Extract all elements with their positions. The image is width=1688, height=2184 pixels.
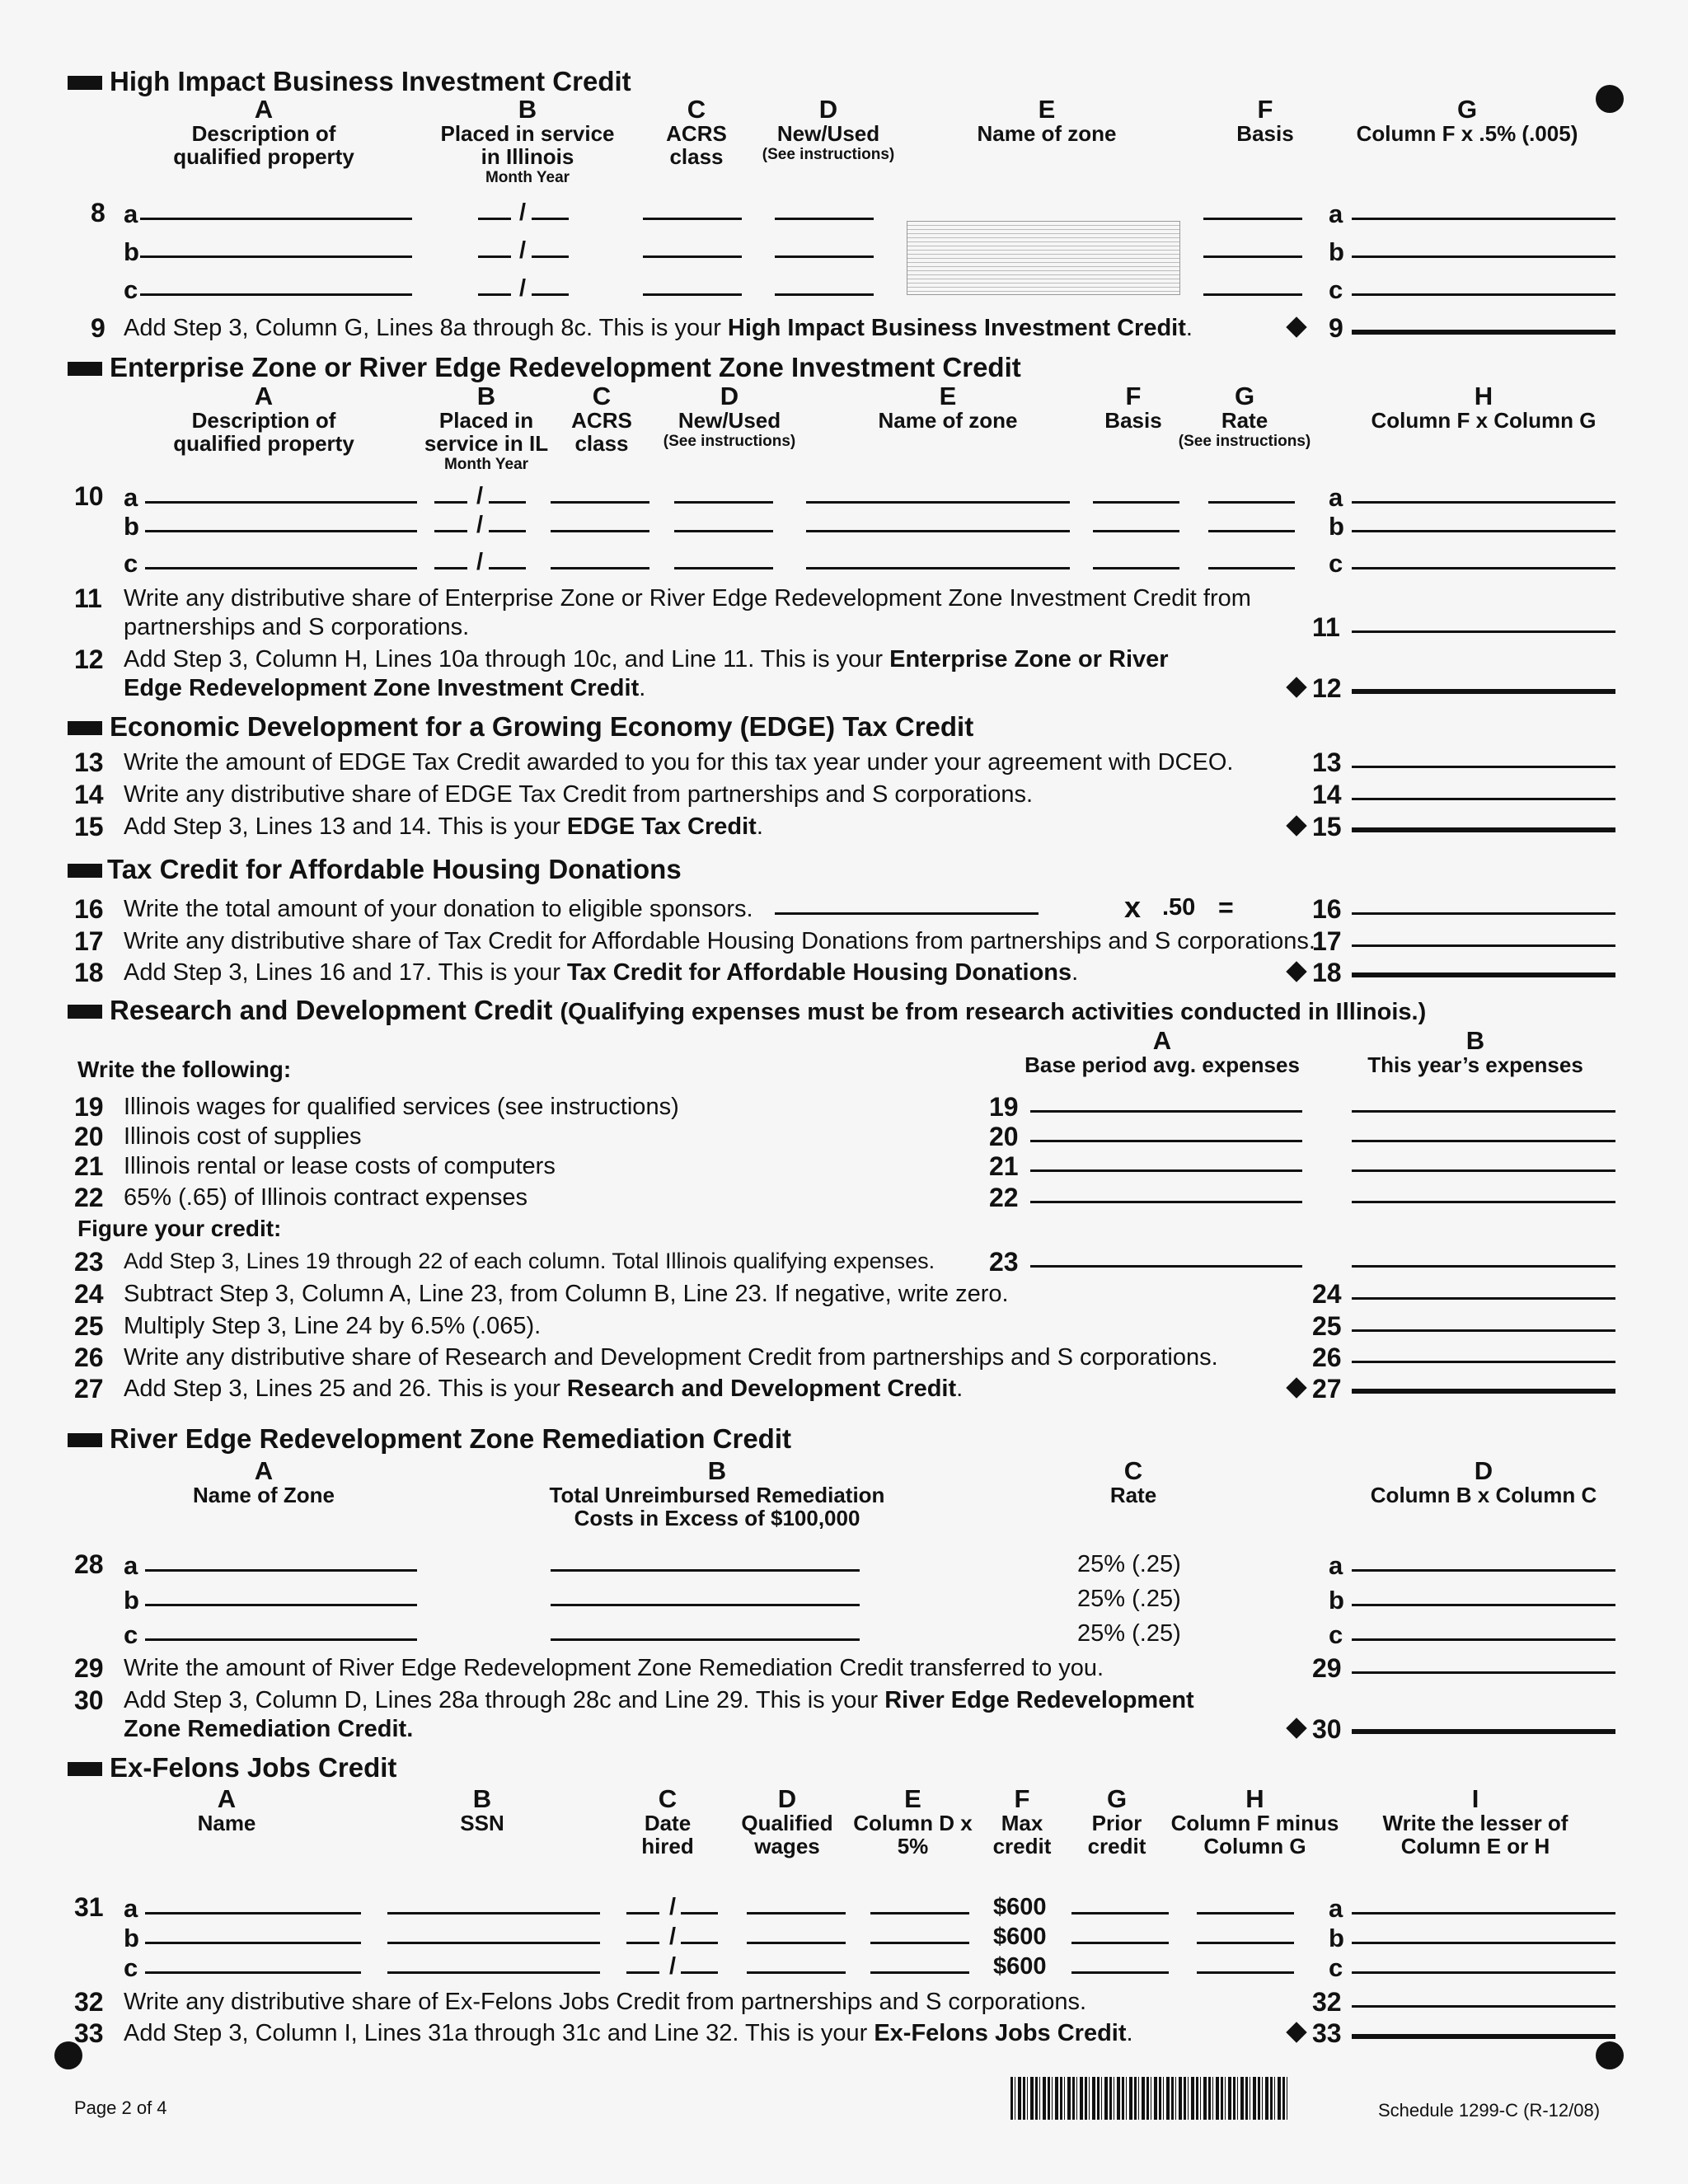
line-number: 23: [74, 1247, 104, 1277]
input-8b-amount[interactable]: [1352, 255, 1615, 258]
subheading-write: Write the following:: [77, 1057, 292, 1082]
input-31b-fminusg[interactable]: [1197, 1942, 1294, 1944]
input-31b-name[interactable]: [145, 1942, 361, 1944]
input-20b[interactable]: [1352, 1140, 1615, 1142]
input-10b-year[interactable]: [489, 530, 526, 532]
line-number: 14: [74, 780, 104, 809]
input-10a-newused[interactable]: [674, 501, 773, 504]
line-number: 20: [74, 1122, 104, 1151]
input-31c-ssn[interactable]: [387, 1971, 600, 1974]
input-10c-amount[interactable]: [1352, 567, 1615, 569]
line-13-text: Write the amount of EDGE Tax Credit awarded to you for this tax year under your agreement with DCEO.: [124, 749, 1234, 776]
registration-mark: [1596, 2041, 1624, 2069]
line-number: 22: [989, 1183, 1019, 1212]
diamond-icon: [1286, 1377, 1306, 1398]
input-31c-wages[interactable]: [747, 1971, 846, 1974]
input-8c-basis[interactable]: [1203, 293, 1302, 296]
line-number: 26: [1312, 1343, 1342, 1372]
input-line-15[interactable]: [1352, 827, 1615, 832]
row-letter: c: [1329, 549, 1343, 578]
input-line-24[interactable]: [1352, 1297, 1615, 1300]
line-number: 21: [74, 1151, 104, 1181]
input-8c-year[interactable]: [532, 293, 569, 296]
line-33-text: Add Step 3, Column I, Lines 31a through 31c and Line 32. This is your Ex-Felons Jobs Credit.: [124, 2020, 1133, 2046]
row-letter: c: [1329, 1953, 1343, 1982]
line-number: 19: [74, 1092, 104, 1122]
row-letter: a: [1329, 199, 1343, 228]
date-slash: /: [669, 1924, 677, 1950]
barcode: [1010, 2077, 1287, 2120]
input-31c-fminusg[interactable]: [1197, 1971, 1294, 1974]
input-31a-wages[interactable]: [747, 1912, 846, 1915]
line-number: 18: [1312, 958, 1342, 987]
input-8b-month[interactable]: [478, 255, 511, 258]
line-number: 8: [91, 198, 106, 227]
input-21b[interactable]: [1352, 1169, 1615, 1172]
col-header-e: E Name of zone: [878, 382, 1018, 433]
line-number: 21: [989, 1151, 1019, 1181]
input-31b-ssn[interactable]: [387, 1942, 600, 1944]
input-8b-year[interactable]: [532, 255, 569, 258]
input-21a[interactable]: [1030, 1169, 1302, 1172]
input-31a-year[interactable]: [681, 1912, 718, 1915]
input-line-33[interactable]: [1352, 2034, 1615, 2039]
line-number: 12: [74, 644, 104, 674]
page-number: Page 2 of 4: [74, 2097, 167, 2118]
line-number: 11: [74, 583, 102, 613]
input-31a-month[interactable]: [626, 1912, 659, 1915]
line-number: 17: [74, 926, 104, 956]
col-header-g: G Prior credit: [1087, 1784, 1146, 1858]
input-28b-amount[interactable]: [1352, 1604, 1615, 1606]
line-number: 20: [989, 1122, 1019, 1151]
input-31a-amount[interactable]: [1352, 1912, 1615, 1915]
input-28a-amount[interactable]: [1352, 1569, 1615, 1572]
input-line-13[interactable]: [1352, 766, 1615, 768]
input-8c-month[interactable]: [478, 293, 511, 296]
line-30-text: Add Step 3, Column D, Lines 28a through 28c and Line 29. This is your River Edge Redevelopment: [124, 1687, 1194, 1713]
line-number: 22: [74, 1183, 104, 1212]
line-29-text: Write the amount of River Edge Redevelopment Zone Remediation Credit transferred to you.: [124, 1655, 1104, 1681]
rate-28b: 25% (.25): [1077, 1586, 1181, 1612]
line-12-text: Add Step 3, Column H, Lines 10a through 10c, and Line 11. This is your Enterprise Zone or River: [124, 646, 1169, 673]
input-line-16-donation[interactable]: [775, 912, 1039, 915]
input-31c-year[interactable]: [681, 1971, 718, 1974]
input-10a-description[interactable]: [145, 501, 417, 504]
col-header-c: C Date hired: [641, 1784, 694, 1858]
line-11-text: Write any distributive share of Enterprise Zone or River Edge Redevelopment Zone Investment Credit from: [124, 585, 1251, 612]
line-18-text: Add Step 3, Lines 16 and 17. This is your Tax Credit for Affordable Housing Donations.: [124, 959, 1079, 986]
date-slash: /: [519, 199, 527, 226]
row-letter: c: [124, 549, 138, 578]
line-number: 27: [1312, 1374, 1342, 1404]
input-31c-prior[interactable]: [1071, 1971, 1169, 1974]
line-number: 17: [1312, 926, 1342, 956]
input-8a-month[interactable]: [478, 218, 511, 220]
row-letter: b: [124, 1586, 139, 1615]
line-number: 29: [1312, 1653, 1342, 1683]
col-header-b: B Placed in service in Illinois Month Year: [440, 95, 615, 186]
input-8c-description[interactable]: [140, 293, 412, 296]
col-header-h: H Column F x Column G: [1371, 382, 1597, 433]
input-28b-zone[interactable]: [145, 1604, 417, 1606]
input-10a-zone[interactable]: [806, 501, 1070, 504]
input-line-29[interactable]: [1352, 1671, 1615, 1674]
rate-value: .50: [1162, 894, 1196, 921]
row-letter: b: [124, 1924, 139, 1952]
input-31a-prior[interactable]: [1071, 1912, 1169, 1915]
input-8a-newused[interactable]: [775, 218, 874, 220]
diamond-icon: [1286, 677, 1306, 697]
date-slash: /: [519, 275, 527, 302]
row-letter: a: [124, 199, 138, 228]
col-header-d: D Column B x Column C: [1370, 1456, 1597, 1507]
input-31b-5pct[interactable]: [870, 1942, 969, 1944]
line-number: 9: [91, 313, 106, 343]
input-8a-acrs[interactable]: [643, 218, 742, 220]
line-25-text: Multiply Step 3, Line 24 by 6.5% (.065).: [124, 1313, 542, 1339]
col-header-d: D New/Used (See instructions): [663, 382, 796, 450]
line-number: 10: [74, 481, 104, 511]
row-letter: a: [1329, 483, 1343, 512]
input-10b-acrs[interactable]: [551, 530, 649, 532]
diamond-icon: [1286, 2022, 1306, 2042]
col-header-d: D Qualified wages: [741, 1784, 833, 1858]
date-slash: /: [476, 512, 484, 538]
input-10b-rate[interactable]: [1208, 530, 1295, 532]
section-title-housing: Tax Credit for Affordable Housing Donations: [107, 854, 682, 884]
input-31b-year[interactable]: [681, 1942, 718, 1944]
line-17-text: Write any distributive share of Tax Credit for Affordable Housing Donations from partnerships and S corporations.: [124, 928, 1315, 954]
shaded-zone-box: [907, 221, 1180, 295]
input-10c-description[interactable]: [145, 567, 417, 569]
diamond-icon: [1286, 815, 1306, 836]
line-number: 9: [1329, 313, 1343, 343]
date-slash: /: [669, 1894, 677, 1920]
input-10a-rate[interactable]: [1208, 501, 1295, 504]
line-number: 31: [74, 1892, 104, 1922]
line-14-text: Write any distributive share of EDGE Tax Credit from partnerships and S corporations.: [124, 781, 1034, 808]
input-31a-fminusg[interactable]: [1197, 1912, 1294, 1915]
input-28c-amount[interactable]: [1352, 1638, 1615, 1641]
line-number: 33: [74, 2018, 104, 2048]
row-letter: c: [124, 1620, 138, 1649]
input-8b-basis[interactable]: [1203, 255, 1302, 258]
line-number: 30: [74, 1685, 104, 1715]
input-line-11[interactable]: [1352, 630, 1615, 633]
subheading-figure: Figure your credit:: [77, 1216, 282, 1241]
col-header-d: D New/Used (See instructions): [762, 95, 895, 163]
input-10a-month[interactable]: [434, 501, 467, 504]
line-27-text: Add Step 3, Lines 25 and 26. This is your Research and Development Credit.: [124, 1376, 964, 1402]
section-marker: [68, 1433, 102, 1447]
diamond-icon: [1286, 961, 1306, 982]
input-10a-acrs[interactable]: [551, 501, 649, 504]
diamond-icon: [1286, 316, 1306, 337]
line-11-text-2: partnerships and S corporations.: [124, 614, 470, 640]
line-number: 30: [1312, 1714, 1342, 1744]
date-slash: /: [476, 549, 484, 575]
input-line-27[interactable]: [1352, 1389, 1615, 1394]
section-title-exfelons: Ex-Felons Jobs Credit: [110, 1752, 397, 1783]
input-10b-description[interactable]: [145, 530, 417, 532]
col-header-f: F Max credit: [992, 1784, 1052, 1858]
line-9-text: Add Step 3, Column G, Lines 8a through 8c. This is your High Impact Business Investment Credit.: [124, 315, 1193, 341]
section-title-edge: Economic Development for a Growing Economy (EDGE) Tax Credit: [110, 711, 974, 742]
line-number: 25: [74, 1311, 104, 1341]
line-12-text-2: Edge Redevelopment Zone Investment Credit.: [124, 675, 646, 701]
input-10b-basis[interactable]: [1093, 530, 1179, 532]
line-number: 15: [74, 812, 104, 841]
line-19-text: Illinois wages for qualified services (see instructions): [124, 1094, 679, 1120]
max-credit: $600: [993, 1894, 1047, 1920]
col-header-h: H Column F minus Column G: [1170, 1784, 1339, 1858]
line-number: 12: [1312, 673, 1342, 703]
section-title-enterprise: Enterprise Zone or River Edge Redevelopment Zone Investment Credit: [110, 352, 1021, 382]
input-line-14[interactable]: [1352, 798, 1615, 800]
line-number: 32: [74, 1987, 104, 2017]
rate-28a: 25% (.25): [1077, 1551, 1181, 1577]
line-number: 24: [1312, 1279, 1342, 1309]
max-credit: $600: [993, 1924, 1047, 1950]
input-31b-wages[interactable]: [747, 1942, 846, 1944]
col-header-e: E Column D x 5%: [853, 1784, 973, 1858]
line-number: 23: [989, 1247, 1019, 1277]
input-28a-zone[interactable]: [145, 1569, 417, 1572]
input-8b-acrs[interactable]: [643, 255, 742, 258]
input-23a[interactable]: [1030, 1265, 1302, 1268]
input-8b-description[interactable]: [140, 255, 412, 258]
col-header-b: B Placed in service in IL Month Year: [424, 382, 549, 473]
input-10c-rate[interactable]: [1208, 567, 1295, 569]
date-slash: /: [519, 237, 527, 264]
col-header-c: C Rate: [1109, 1456, 1157, 1507]
col-header-g: G Rate (See instructions): [1178, 382, 1311, 450]
input-8b-newused[interactable]: [775, 255, 874, 258]
input-31a-name[interactable]: [145, 1912, 361, 1915]
registration-mark: [1596, 85, 1624, 113]
col-header-e: E Name of zone: [977, 95, 1117, 146]
line-number: 13: [1312, 748, 1342, 777]
line-number: 13: [74, 748, 104, 777]
input-20a[interactable]: [1030, 1140, 1302, 1142]
row-letter: a: [1329, 1894, 1343, 1923]
input-10a-amount[interactable]: [1352, 501, 1615, 504]
col-header-c: C ACRS class: [666, 95, 727, 169]
row-letter: b: [124, 512, 139, 541]
input-line-17[interactable]: [1352, 944, 1615, 947]
input-8a-amount[interactable]: [1352, 218, 1615, 220]
input-31c-month[interactable]: [626, 1971, 659, 1974]
input-10c-zone[interactable]: [806, 567, 1070, 569]
max-credit: $600: [993, 1953, 1047, 1980]
row-letter: c: [124, 275, 138, 304]
multiply-sign: x: [1124, 890, 1142, 924]
col-header-b: B SSN: [460, 1784, 504, 1835]
input-31c-amount[interactable]: [1352, 1971, 1615, 1974]
input-22a[interactable]: [1030, 1201, 1302, 1203]
line-32-text: Write any distributive share of Ex-Felons Jobs Credit from partnerships and S corporations.: [124, 1989, 1087, 2015]
line-number: 27: [74, 1374, 104, 1404]
input-8c-acrs[interactable]: [643, 293, 742, 296]
row-letter: b: [124, 237, 139, 266]
input-10c-newused[interactable]: [674, 567, 773, 569]
section-marker: [68, 1762, 102, 1776]
line-number: 33: [1312, 2018, 1342, 2048]
line-number: 15: [1312, 812, 1342, 841]
col-header-a: A Base period avg. expenses: [1025, 1026, 1300, 1077]
input-10c-acrs[interactable]: [551, 567, 649, 569]
line-24-text: Subtract Step 3, Column A, Line 23, from Column B, Line 23. If negative, write zero.: [124, 1281, 1009, 1307]
input-23b[interactable]: [1352, 1265, 1615, 1268]
row-letter: a: [124, 1551, 138, 1580]
input-31c-name[interactable]: [145, 1971, 361, 1974]
input-28c-zone[interactable]: [145, 1638, 417, 1641]
input-8c-newused[interactable]: [775, 293, 874, 296]
equals-sign: =: [1218, 893, 1234, 922]
col-header-b: B This year’s expenses: [1367, 1026, 1583, 1077]
section-marker: [68, 76, 102, 90]
input-10c-month[interactable]: [434, 567, 467, 569]
col-header-g: G Column F x .5% (.005): [1356, 95, 1578, 146]
section-title-remediation: River Edge Redevelopment Zone Remediation Credit: [110, 1423, 791, 1454]
line-number: 16: [1312, 894, 1342, 924]
input-31c-5pct[interactable]: [870, 1971, 969, 1974]
input-10b-amount[interactable]: [1352, 530, 1615, 532]
section-marker: [68, 1005, 102, 1019]
input-22b[interactable]: [1352, 1201, 1615, 1203]
input-28c-costs[interactable]: [551, 1638, 860, 1641]
line-23-text: Add Step 3, Lines 19 through 22 of each column. Total Illinois qualifying expenses.: [124, 1249, 935, 1273]
input-8c-amount[interactable]: [1352, 293, 1615, 296]
input-10b-month[interactable]: [434, 530, 467, 532]
row-letter: b: [1329, 1924, 1344, 1952]
input-31b-amount[interactable]: [1352, 1942, 1615, 1944]
section-title-high-impact: High Impact Business Investment Credit: [110, 66, 631, 96]
row-letter: b: [1329, 512, 1344, 541]
input-10c-year[interactable]: [489, 567, 526, 569]
line-21-text: Illinois rental or lease costs of computers: [124, 1153, 556, 1179]
row-letter: c: [1329, 1620, 1343, 1649]
row-letter: c: [124, 1953, 138, 1982]
col-header-a: A Name: [197, 1784, 256, 1835]
input-19b[interactable]: [1352, 1110, 1615, 1113]
line-number: 28: [74, 1549, 104, 1579]
col-header-f: F Basis: [1236, 95, 1294, 146]
input-8a-basis[interactable]: [1203, 218, 1302, 220]
form-id: Schedule 1299-C (R-12/08): [1378, 2100, 1601, 2121]
line-15-text: Add Step 3, Lines 13 and 14. This is your EDGE Tax Credit.: [124, 813, 763, 840]
section-marker: [68, 721, 102, 735]
date-slash: /: [476, 483, 484, 509]
line-number: 19: [989, 1092, 1019, 1122]
input-10b-zone[interactable]: [806, 530, 1070, 532]
col-header-a: A Name of Zone: [193, 1456, 335, 1507]
input-31a-ssn[interactable]: [387, 1912, 600, 1915]
col-header-a: A Description of qualified property: [173, 95, 354, 169]
line-number: 18: [74, 958, 104, 987]
line-number: 32: [1312, 1987, 1342, 2017]
input-31b-prior[interactable]: [1071, 1942, 1169, 1944]
row-letter: b: [1329, 237, 1344, 266]
rate-28c: 25% (.25): [1077, 1620, 1181, 1647]
section-title-research: Research and Development Credit (Qualifying expenses must be from research activities conducted in Illinois.): [110, 995, 1427, 1025]
input-line-25[interactable]: [1352, 1329, 1615, 1332]
line-20-text: Illinois cost of supplies: [124, 1123, 362, 1150]
col-header-b: B Total Unreimbursed Remediation Costs in Excess of $100,000: [549, 1456, 885, 1530]
row-letter: a: [124, 1894, 138, 1923]
input-31b-month[interactable]: [626, 1942, 659, 1944]
line-16-text: Write the total amount of your donation to eligible sponsors.: [124, 896, 753, 922]
line-number: 14: [1312, 780, 1342, 809]
input-28b-costs[interactable]: [551, 1604, 860, 1606]
row-letter: a: [1329, 1551, 1343, 1580]
input-line-32[interactable]: [1352, 2005, 1615, 2008]
diamond-icon: [1286, 1718, 1306, 1738]
input-10a-basis[interactable]: [1093, 501, 1179, 504]
row-letter: b: [1329, 1586, 1344, 1615]
col-header-i: I Write the lesser of Column E or H: [1382, 1784, 1568, 1858]
input-line-18[interactable]: [1352, 972, 1615, 977]
input-19a[interactable]: [1030, 1110, 1302, 1113]
col-header-c: C ACRS class: [571, 382, 632, 456]
input-31a-5pct[interactable]: [870, 1912, 969, 1915]
row-letter: c: [1329, 275, 1343, 304]
input-line-12[interactable]: [1352, 689, 1615, 694]
input-8a-description[interactable]: [140, 218, 412, 220]
line-26-text: Write any distributive share of Research and Development Credit from partnerships and S corporations.: [124, 1344, 1218, 1371]
input-8a-year[interactable]: [532, 218, 569, 220]
col-header-f: F Basis: [1104, 382, 1162, 433]
line-number: 16: [74, 894, 104, 924]
line-number: 11: [1312, 612, 1340, 642]
line-number: 29: [74, 1653, 104, 1683]
line-number: 24: [74, 1279, 104, 1309]
input-line-9[interactable]: [1352, 330, 1615, 335]
section-marker: [68, 362, 102, 376]
input-10b-newused[interactable]: [674, 530, 773, 532]
date-slash: /: [669, 1953, 677, 1980]
section-marker: [68, 864, 102, 878]
input-line-30[interactable]: [1352, 1729, 1615, 1734]
input-10c-basis[interactable]: [1093, 567, 1179, 569]
line-number: 25: [1312, 1311, 1342, 1341]
line-22-text: 65% (.65) of Illinois contract expenses: [124, 1184, 528, 1211]
line-30-text-2: Zone Remediation Credit.: [124, 1716, 414, 1742]
input-10a-year[interactable]: [489, 501, 526, 504]
input-line-16[interactable]: [1352, 912, 1615, 915]
row-letter: a: [124, 483, 138, 512]
col-header-a: A Description of qualified property: [173, 382, 354, 456]
input-line-26[interactable]: [1352, 1361, 1615, 1363]
input-28a-costs[interactable]: [551, 1569, 860, 1572]
line-number: 26: [74, 1343, 104, 1372]
